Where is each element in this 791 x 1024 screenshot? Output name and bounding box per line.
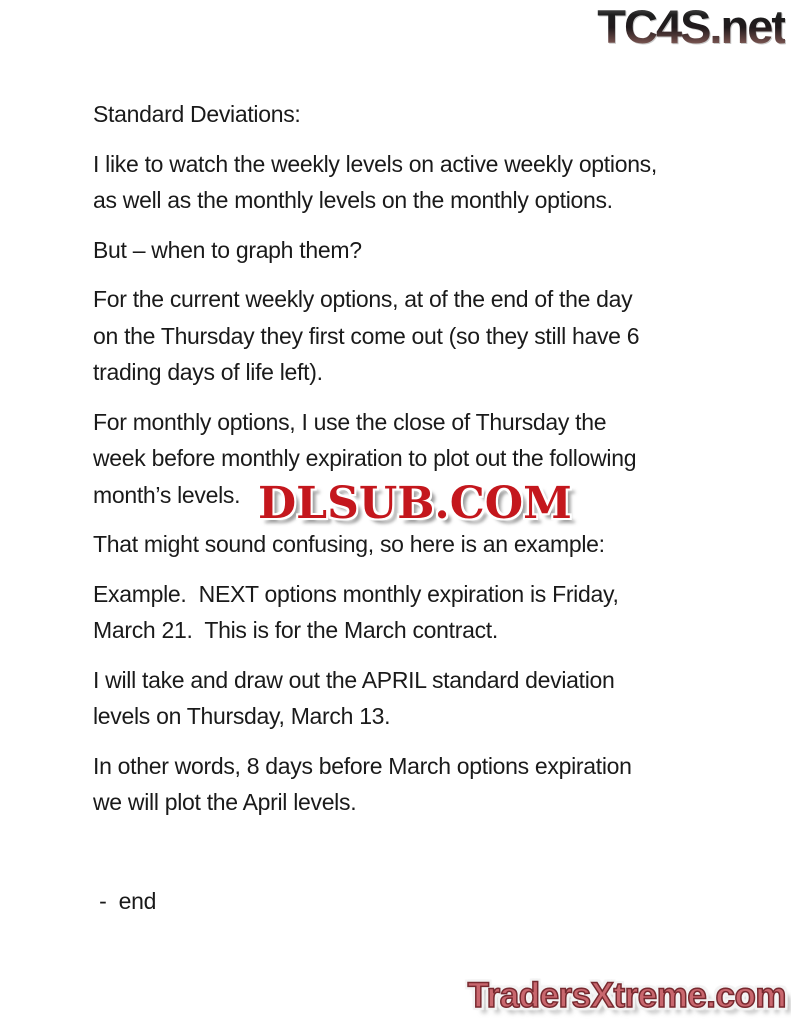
paragraph (93, 232, 753, 269)
paragraph (93, 281, 753, 391)
text-line: March 21. This is for the March contract. (93, 617, 498, 643)
text-line: - end (93, 888, 157, 914)
dlsub-watermark: DLSUB.COM (258, 478, 572, 529)
paragraph (93, 883, 753, 920)
paragraph (93, 526, 753, 563)
text-line: Example. NEXT options monthly expiration is Friday, (93, 580, 619, 607)
text-line: That might sound confusing, so here is an example: (93, 531, 605, 557)
paragraph (93, 662, 753, 735)
paragraph (93, 146, 753, 219)
text-line: week before monthly expiration to plot out the following (93, 445, 637, 471)
text-line: Standard Deviations: (93, 101, 301, 127)
text-line: In other words, 8 days before March options expiration (93, 752, 632, 779)
paragraph (93, 748, 753, 821)
text-line: For monthly options, I use the close of Thursday the (93, 408, 607, 435)
text-line: levels on Thursday, March 13. (93, 703, 391, 729)
tc4s-site-logo: TC4S.net (597, 0, 785, 53)
text-line: For the current weekly options, at of the end of the day (93, 286, 633, 312)
text-line: as well as the monthly levels on the monthly options. (93, 187, 613, 213)
text-line: on the Thursday they first come out (so they still have 6 (93, 322, 640, 349)
text-line: I will take and draw out the APRIL standard deviation (93, 666, 615, 693)
text-line: But – when to graph them? (93, 236, 362, 263)
text-line: we will plot the April levels. (93, 789, 357, 815)
text-line: I like to watch the weekly levels on active weekly options, (93, 150, 657, 177)
paragraph (93, 834, 753, 871)
paragraph (93, 576, 753, 649)
text-line: trading days of life left). (93, 359, 323, 385)
tradersxtreme-site-logo: TradersXtreme.com (467, 976, 786, 1015)
paragraph (93, 96, 753, 133)
text-line (93, 834, 753, 871)
text-line: month’s levels. (93, 481, 241, 508)
